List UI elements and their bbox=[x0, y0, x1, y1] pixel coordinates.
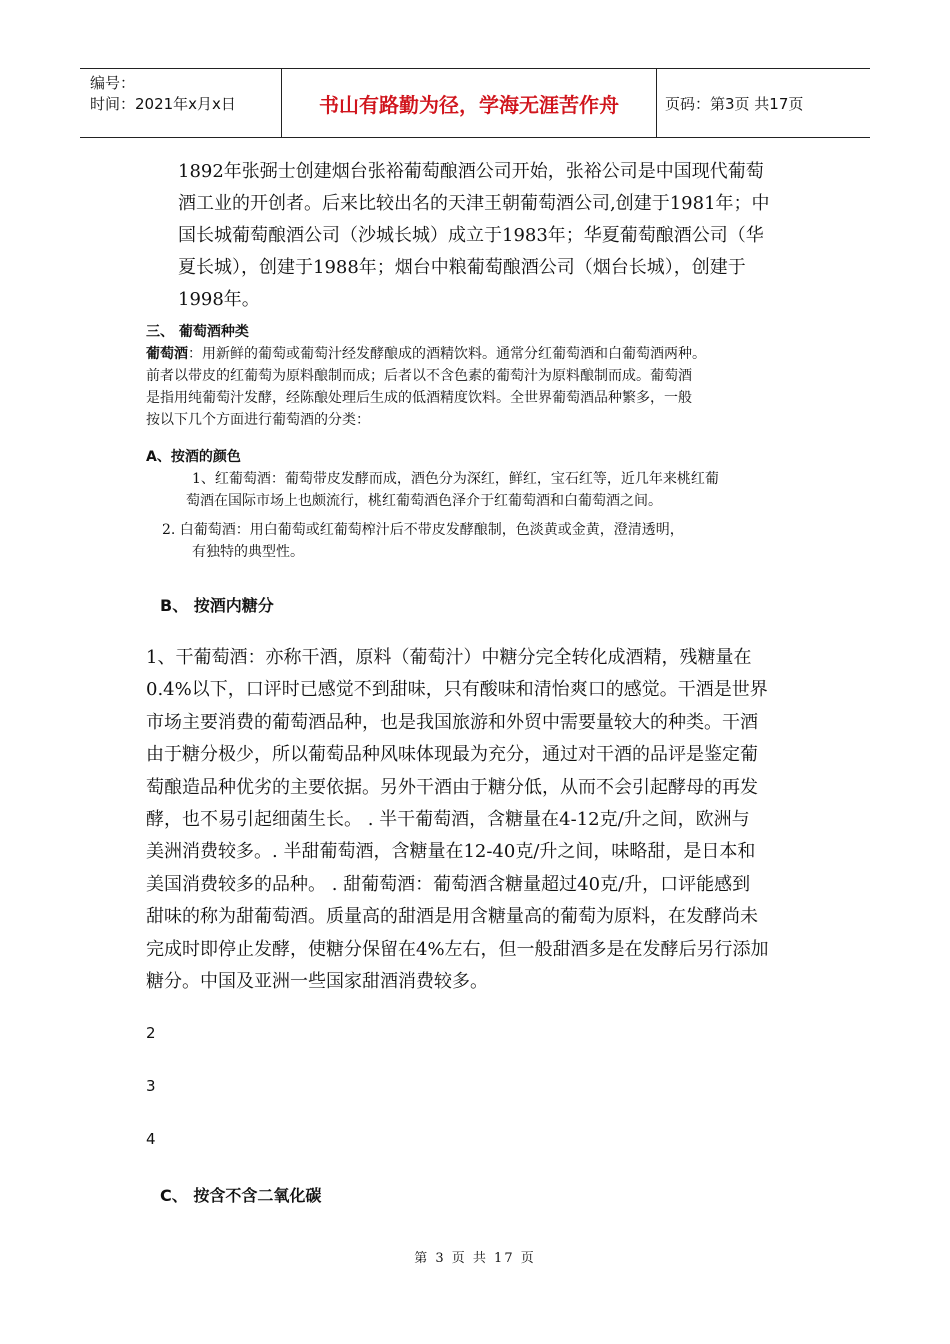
red-wine-item bbox=[180, 468, 719, 512]
date-label: 时间：2021年x月x日 bbox=[90, 95, 236, 113]
page-header bbox=[80, 68, 870, 138]
definition-paragraph bbox=[146, 343, 706, 431]
sectionB-title: B、 按酒内糖分 bbox=[160, 596, 274, 615]
intro-line: 1998年。 bbox=[178, 289, 260, 310]
number-3: 3 bbox=[146, 1077, 156, 1095]
definition-term: 葡萄酒 bbox=[146, 346, 188, 362]
number-4: 4 bbox=[146, 1130, 156, 1148]
sugar-line: 甜味的称为甜葡萄酒。质量高的甜酒是用含糖量高的葡萄为原料，在发酵尚未 bbox=[146, 906, 758, 928]
red-wine-line: 萄酒在国际市场上也颇流行，桃红葡萄酒色泽介于红葡萄酒和白葡萄酒之间。 bbox=[186, 493, 662, 509]
header-page-info: 页码：第3页 共17页 bbox=[665, 94, 804, 113]
sugar-line: 美洲消费较多。. 半甜葡萄酒，含糖量在12-40克/升之间，味略甜，是日本和 bbox=[146, 841, 756, 863]
sectionA-title: A、按酒的颜色 bbox=[146, 449, 241, 465]
page-footer: 第 3 页 共 17 页 bbox=[414, 1251, 536, 1266]
intro-line: 国长城葡萄酿酒公司（沙城长城）成立于1983年；华夏葡萄酿酒公司（华 bbox=[178, 225, 764, 246]
red-wine-line: 1、红葡萄酒：葡萄带皮发酵而成，酒色分为深红，鲜红，宝石红等，近几年来桃红葡 bbox=[192, 471, 719, 487]
number-2: 2 bbox=[146, 1024, 156, 1042]
definition-text: ：用新鲜的葡萄或葡萄汁经发酵酿成的酒精饮料。通常分红葡萄酒和白葡萄酒两种。 bbox=[188, 346, 706, 362]
sugar-line: 完成时即停止发酵，使糖分保留在4%左右，但一般甜酒多是在发酵后另行添加 bbox=[146, 938, 769, 960]
sugar-line: 市场主要消费的葡萄酒品种，也是我国旅游和外贸中需要量较大的种类。干酒 bbox=[146, 711, 758, 733]
sugar-line: 由于糖分极少，所以葡萄品种风味体现最为充分，通过对干酒的品评是鉴定葡 bbox=[146, 744, 758, 766]
definition-line: 前者以带皮的红葡萄为原料酿制而成；后者以不含色素的葡萄汁为原料酿制而成。葡萄酒 bbox=[146, 368, 692, 384]
intro-line: 酒工业的开创者。后来比较出名的天津王朝葡萄酒公司,创建于1981年；中 bbox=[178, 193, 770, 214]
sugar-line: 美国消费较多的品种。 . 甜葡萄酒：葡萄酒含糖量超过40克/升，口评能感到 bbox=[146, 873, 751, 895]
header-meta bbox=[80, 69, 282, 137]
definition-line: 按以下几个方面进行葡萄酒的分类： bbox=[146, 412, 370, 428]
sugar-line: 酵，也不易引起细菌生长。 . 半干葡萄酒，含糖量在4-12克/升之间，欧洲与 bbox=[146, 809, 750, 831]
sugar-line: 0.4%以下，口评时已感觉不到甜味，只有酸味和清怡爽口的感觉。干酒是世界 bbox=[146, 679, 768, 701]
intro-line: 1892年张弼士创建烟台张裕葡萄酿酒公司开始，张裕公司是中国现代葡萄 bbox=[178, 161, 764, 182]
definition-line: 是指用纯葡萄汁发酵，经陈酿处理后生成的低酒精度饮料。全世界葡萄酒品种繁多，一般 bbox=[146, 390, 692, 406]
sectionC-title: C、 按含不含二氧化碳 bbox=[160, 1186, 322, 1205]
intro-line: 夏长城），创建于1988年；烟台中粮葡萄酿酒公司（烟台长城），创建于 bbox=[178, 257, 746, 278]
sugar-line: 糖分。中国及亚洲一些国家甜酒消费较多。 bbox=[146, 971, 488, 993]
intro-paragraph bbox=[178, 156, 770, 316]
white-wine-item bbox=[162, 519, 684, 563]
sugar-line: 萄酿造品种优劣的主要依据。另外干酒由于糖分低，从而不会引起酵母的再发 bbox=[146, 776, 758, 798]
header-motto: 书山有路勤为径，学海无涯苦作舟 bbox=[282, 69, 657, 137]
section3-title: 三、 葡萄酒种类 bbox=[146, 324, 249, 340]
white-wine-line: 有独特的典型性。 bbox=[192, 544, 304, 560]
sugar-line: 1、干葡萄酒：亦称干酒，原料（葡萄汁）中糖分完全转化成酒精，残糖量在 bbox=[146, 647, 752, 668]
white-wine-line: 2. 白葡萄酒：用白葡萄或红葡萄榨汁后不带皮发酵酿制，色淡黄或金黄，澄清透明， bbox=[162, 522, 684, 538]
code-label: 编号： bbox=[90, 74, 136, 92]
sugar-paragraph bbox=[146, 642, 769, 998]
